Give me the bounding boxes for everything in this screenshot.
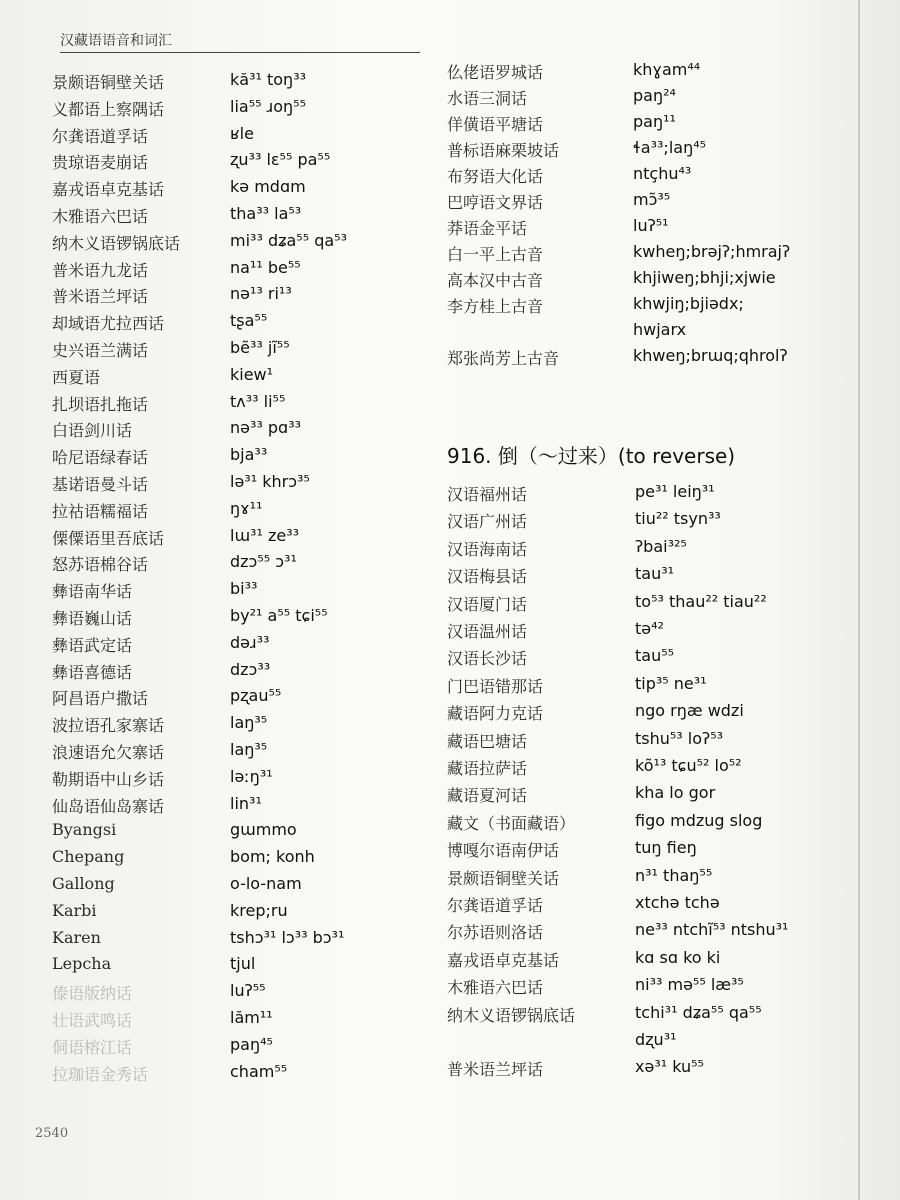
language-name: 彝语武定话 xyxy=(52,635,133,655)
language-name: 彝语南华话 xyxy=(52,582,133,602)
language-name: 尔龚语道孚话 xyxy=(447,896,544,915)
phonetic-form: kha lo gor xyxy=(635,783,716,803)
phonetic-form: pe³¹ leiŋ³¹ xyxy=(635,482,715,501)
language-name: 藏语阿力克话 xyxy=(447,704,544,724)
phonetic-form: nə¹³ ri¹³ xyxy=(230,284,292,304)
phonetic-form: o-lo-nam xyxy=(230,874,302,893)
phonetic-form: bẽ³³ jĩ⁵⁵ xyxy=(230,338,290,357)
language-name: 拉珈语金秀话 xyxy=(52,1064,149,1084)
section-number: 916. xyxy=(447,444,492,468)
phonetic-form: dʐu³¹ xyxy=(635,1030,677,1049)
phonetic-form: dzɔ³³ xyxy=(230,659,271,679)
language-name: 高本汉中古音 xyxy=(447,271,544,290)
language-name: 贵琼语麦崩话 xyxy=(52,153,149,173)
phonetic-form: lăm¹¹ xyxy=(230,1008,273,1027)
language-name: 普米语九龙话 xyxy=(52,260,149,280)
language-name: 白语剑川话 xyxy=(52,421,133,441)
language-name: 纳木义语锣锅底话 xyxy=(52,233,181,253)
phonetic-form: tʂa⁵⁵ xyxy=(230,311,268,331)
language-name: 李方桂上古音 xyxy=(447,297,544,316)
phonetic-form: to⁵³ thau²² tiau²² xyxy=(635,591,767,611)
language-name: 彝语巍山话 xyxy=(52,609,133,628)
phonetic-form: paŋ⁴⁵ xyxy=(230,1034,273,1054)
phonetic-form: tha³³ la⁵³ xyxy=(230,204,302,223)
language-name: 博嘎尔语南伊话 xyxy=(447,841,560,861)
phonetic-form: khɣam⁴⁴ xyxy=(633,60,701,79)
language-name: 却域语尤拉西话 xyxy=(52,314,165,334)
phonetic-form: kõ¹³ tɕu⁵² lo⁵² xyxy=(635,756,742,775)
phonetic-form: mi³³ dʑa⁵⁵ qa⁵³ xyxy=(230,230,348,250)
language-name: 汉语厦门话 xyxy=(447,594,528,614)
language-name: 汉语温州话 xyxy=(447,622,528,641)
page-edge-line xyxy=(858,0,860,1200)
language-name: 阿昌语户撒话 xyxy=(52,689,149,709)
phonetic-form: cham⁵⁵ xyxy=(230,1061,288,1081)
language-name: 纳木义语锣锅底话 xyxy=(447,1005,576,1025)
language-name: 彝语喜德话 xyxy=(52,662,133,682)
phonetic-form: ʐu³³ lɛ⁵⁵ pa⁵⁵ xyxy=(230,150,331,170)
language-name: 景颇语铜壁关话 xyxy=(447,868,560,888)
language-name: 怒苏语棉谷话 xyxy=(52,555,149,575)
language-name: Chepang xyxy=(52,847,125,867)
phonetic-form: ni³³ mə⁵⁵ læ³⁵ xyxy=(635,975,744,995)
language-name: 汉语广州话 xyxy=(447,512,528,532)
language-name: 傣语版纳话 xyxy=(52,984,133,1004)
phonetic-form: n³¹ thaŋ⁵⁵ xyxy=(635,865,713,885)
phonetic-form: kă³¹ toŋ³³ xyxy=(230,70,307,89)
phonetic-form: khweŋ;brɯq;qhrolʔ xyxy=(633,346,788,365)
language-name: 莽语金平话 xyxy=(447,219,528,238)
language-name: 木雅语六巴话 xyxy=(52,207,149,226)
phonetic-form: kə mdɑm xyxy=(230,177,306,197)
phonetic-form: khjiweŋ;bhji;xjwie xyxy=(633,268,776,287)
phonetic-form: laŋ³⁵ xyxy=(230,713,268,733)
language-name: 扎坝语扎拖话 xyxy=(52,394,149,414)
running-header-title: 汉藏语语音和词汇 xyxy=(60,33,172,49)
phonetic-form: dzɔ⁵⁵ ɔ³¹ xyxy=(230,552,297,572)
language-name: 尔苏语则洛话 xyxy=(447,923,544,943)
language-name: 傈僳语里吾底话 xyxy=(52,528,165,548)
phonetic-form: kwheŋ;brəjʔ;hmrajʔ xyxy=(633,242,791,261)
language-name: 汉语长沙话 xyxy=(447,649,528,669)
language-name: 巴哼语文界话 xyxy=(447,193,544,212)
phonetic-form: gɯmmo xyxy=(230,820,297,840)
phonetic-form: tə⁴² xyxy=(635,619,664,638)
language-name: 仙岛语仙岛寨话 xyxy=(52,796,165,816)
language-name: 普米语兰坪话 xyxy=(447,1060,544,1080)
phonetic-form: pʐau⁵⁵ xyxy=(230,686,282,706)
language-name: 木雅语六巴话 xyxy=(447,978,544,998)
phonetic-form: tshɔ³¹ lɔ³³ bɔ³¹ xyxy=(230,927,345,947)
phonetic-form: khwjiŋ;bjiədx; xyxy=(633,294,744,313)
phonetic-form: tjul xyxy=(230,954,256,974)
phonetic-form: laŋ³⁵ xyxy=(230,740,268,759)
language-name: 景颇语铜壁关话 xyxy=(52,73,165,92)
language-name: 佯僙语平塘话 xyxy=(447,115,544,134)
phonetic-form: krep;ru xyxy=(230,900,288,920)
language-name: 尔龚语道孚话 xyxy=(52,126,149,146)
phonetic-form: ɬa³³;laŋ⁴⁵ xyxy=(633,138,707,157)
phonetic-form: tchi³¹ dʑa⁵⁵ qa⁵⁵ xyxy=(635,1002,762,1022)
language-name: Karen xyxy=(52,927,101,947)
phonetic-form: xə³¹ ku⁵⁵ xyxy=(635,1057,704,1077)
page-number: 2540 xyxy=(35,1126,69,1141)
phonetic-form: luʔ⁵¹ xyxy=(633,216,669,235)
phonetic-form: xtchə tchə xyxy=(635,893,720,912)
language-name: 浪速语允欠寨话 xyxy=(52,743,165,762)
phonetic-form: lə³¹ khrɔ³⁵ xyxy=(230,472,310,491)
phonetic-form: ne³³ ntchĩ⁵³ ntshu³¹ xyxy=(635,920,789,940)
phonetic-form: ləːŋ³¹ xyxy=(230,766,273,786)
language-name: 门巴语错那话 xyxy=(447,676,544,696)
phonetic-form: kɑ sɑ ko ki xyxy=(635,947,721,967)
language-name: 水语三洞话 xyxy=(447,89,528,108)
language-name: Gallong xyxy=(52,874,115,893)
language-name: Byangsi xyxy=(52,820,117,840)
phonetic-form: lɯ³¹ ze³³ xyxy=(230,525,300,545)
language-name: 仫佬语罗城话 xyxy=(447,63,544,82)
phonetic-form: ʁle xyxy=(230,123,254,143)
language-name: 嘉戎语卓克基话 xyxy=(52,180,165,200)
phonetic-form: kiew¹ xyxy=(230,364,274,384)
phonetic-form: by²¹ a⁵⁵ tɕi⁵⁵ xyxy=(230,606,328,625)
language-name: 汉语福州话 xyxy=(447,485,528,504)
language-name: 义都语上察隅话 xyxy=(52,99,165,119)
language-name: 基诺语曼斗话 xyxy=(52,475,149,494)
language-name: 嘉戎语卓克基话 xyxy=(447,950,560,970)
language-name: 史兴语兰满话 xyxy=(52,341,149,360)
phonetic-form: lin³¹ xyxy=(230,793,262,813)
phonetic-form: tshu⁵³ loʔ⁵³ xyxy=(635,728,724,748)
language-name: 壮语武鸣话 xyxy=(52,1011,133,1030)
phonetic-form: ʔbai³²⁵ xyxy=(635,536,687,556)
running-header xyxy=(60,30,420,53)
language-name: 西夏语 xyxy=(52,367,101,387)
phonetic-form: luʔ⁵⁵ xyxy=(230,981,266,1001)
language-name: 侗语榕江话 xyxy=(52,1037,133,1057)
section-heading xyxy=(447,440,735,469)
language-name: 藏文（书面藏语） xyxy=(447,813,576,833)
phonetic-form: tip³⁵ ne³¹ xyxy=(635,673,707,693)
language-name: 普标语麻栗坡话 xyxy=(447,141,560,160)
language-name: 拉祜语糯福话 xyxy=(52,501,149,521)
phonetic-form: bom; konh xyxy=(230,847,315,867)
phonetic-form: lia⁵⁵ ɹoŋ⁵⁵ xyxy=(230,96,306,116)
language-name: 汉语海南话 xyxy=(447,539,528,559)
language-name: 波拉语孔家寨话 xyxy=(52,716,165,736)
phonetic-form: ŋɤ¹¹ xyxy=(230,498,263,518)
language-name: 汉语梅县话 xyxy=(447,567,528,587)
language-name: 藏语巴塘话 xyxy=(447,731,528,751)
phonetic-form: mɔ̃³⁵ xyxy=(633,190,671,209)
phonetic-form: paŋ²⁴ xyxy=(633,86,676,105)
language-name: 布努语大化话 xyxy=(447,167,544,186)
phonetic-form: bi³³ xyxy=(230,579,258,599)
language-name: 白一平上古音 xyxy=(447,245,544,264)
phonetic-form: bja³³ xyxy=(230,445,268,465)
phonetic-form: figo mdzug slog xyxy=(635,810,763,830)
language-name: 普米语兰坪话 xyxy=(52,287,149,307)
phonetic-form: ntçhu⁴³ xyxy=(633,164,692,183)
language-name: 藏语拉萨话 xyxy=(447,759,528,778)
phonetic-form: ngo rŋæ wdzi xyxy=(635,701,744,721)
phonetic-form: tau⁵⁵ xyxy=(635,646,675,666)
phonetic-form: tau³¹ xyxy=(635,564,675,584)
phonetic-form: tiu²² tsyn³³ xyxy=(635,509,721,529)
language-name: Lepcha xyxy=(52,954,112,974)
language-name: 哈尼语绿春话 xyxy=(52,448,149,468)
phonetic-form: paŋ¹¹ xyxy=(633,112,676,131)
section-title: 倒（～过来）(to reverse) xyxy=(497,444,736,468)
phonetic-form: tʌ³³ li⁵⁵ xyxy=(230,391,286,411)
phonetic-form: na¹¹ be⁵⁵ xyxy=(230,257,301,277)
phonetic-form: hwjarx xyxy=(633,320,687,339)
language-name: 勒期语中山乡话 xyxy=(52,769,165,789)
language-name: 藏语夏河话 xyxy=(447,786,528,806)
phonetic-form: nə³³ pɑ³³ xyxy=(230,418,302,438)
language-name: Karbi xyxy=(52,900,97,920)
phonetic-form: tuŋ fieŋ xyxy=(635,838,697,858)
language-name: 郑张尚芳上古音 xyxy=(447,349,560,368)
phonetic-form: dəɹ³³ xyxy=(230,632,270,652)
